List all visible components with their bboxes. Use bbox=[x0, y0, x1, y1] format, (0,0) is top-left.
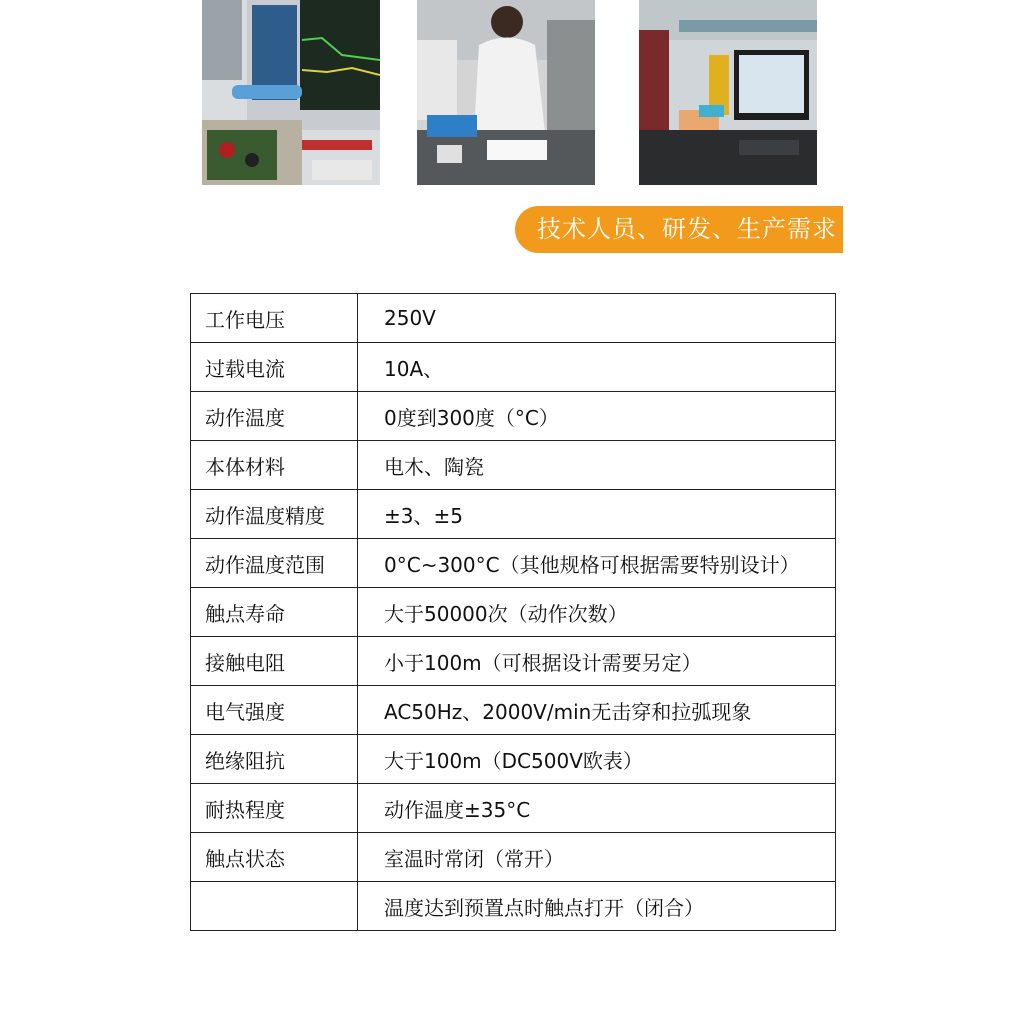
row-label: 动作温度范围 bbox=[191, 539, 358, 588]
requirement-banner bbox=[515, 206, 843, 253]
technician-lab-photo bbox=[417, 0, 595, 185]
row-label: 本体材料 bbox=[191, 441, 358, 490]
row-label bbox=[191, 882, 358, 931]
table-row bbox=[191, 588, 836, 637]
row-value: 电木、陶瓷 bbox=[358, 441, 836, 490]
row-value: 250V bbox=[358, 294, 836, 343]
table-row bbox=[191, 539, 836, 588]
oscilloscope-lab-photo bbox=[202, 0, 380, 185]
table-row bbox=[191, 637, 836, 686]
row-value: 动作温度±35°C bbox=[358, 784, 836, 833]
row-value: 大于50000次（动作次数） bbox=[358, 588, 836, 637]
row-label: 电气强度 bbox=[191, 686, 358, 735]
row-label: 动作温度精度 bbox=[191, 490, 358, 539]
table-row bbox=[191, 882, 836, 931]
spec-table bbox=[190, 293, 836, 931]
row-label: 工作电压 bbox=[191, 294, 358, 343]
table-row bbox=[191, 735, 836, 784]
table-row bbox=[191, 294, 836, 343]
row-label: 绝缘阻抗 bbox=[191, 735, 358, 784]
row-value: 小于100m（可根据设计需要另定） bbox=[358, 637, 836, 686]
row-value: 温度达到预置点时触点打开（闭合） bbox=[358, 882, 836, 931]
row-value: 0°C~300°C（其他规格可根据需要特别设计） bbox=[358, 539, 836, 588]
row-label: 接触电阻 bbox=[191, 637, 358, 686]
row-value: 室温时常闭（常开） bbox=[358, 833, 836, 882]
table-row bbox=[191, 392, 836, 441]
row-value: 0度到300度（°C） bbox=[358, 392, 836, 441]
row-value: ±3、±5 bbox=[358, 490, 836, 539]
banner-text: 技术人员、研发、生产需求 bbox=[537, 215, 837, 243]
row-label: 触点寿命 bbox=[191, 588, 358, 637]
row-label: 动作温度 bbox=[191, 392, 358, 441]
table-row bbox=[191, 343, 836, 392]
row-value: 10A、 bbox=[358, 343, 836, 392]
table-row bbox=[191, 686, 836, 735]
table-row bbox=[191, 490, 836, 539]
row-label: 过载电流 bbox=[191, 343, 358, 392]
workstation-lab-photo bbox=[639, 0, 817, 185]
row-value: 大于100m（DC500V欧表） bbox=[358, 735, 836, 784]
table-row bbox=[191, 784, 836, 833]
table-row bbox=[191, 441, 836, 490]
row-label: 触点状态 bbox=[191, 833, 358, 882]
row-label: 耐热程度 bbox=[191, 784, 358, 833]
table-row bbox=[191, 833, 836, 882]
row-value: AC50Hz、2000V/min无击穿和拉弧现象 bbox=[358, 686, 836, 735]
